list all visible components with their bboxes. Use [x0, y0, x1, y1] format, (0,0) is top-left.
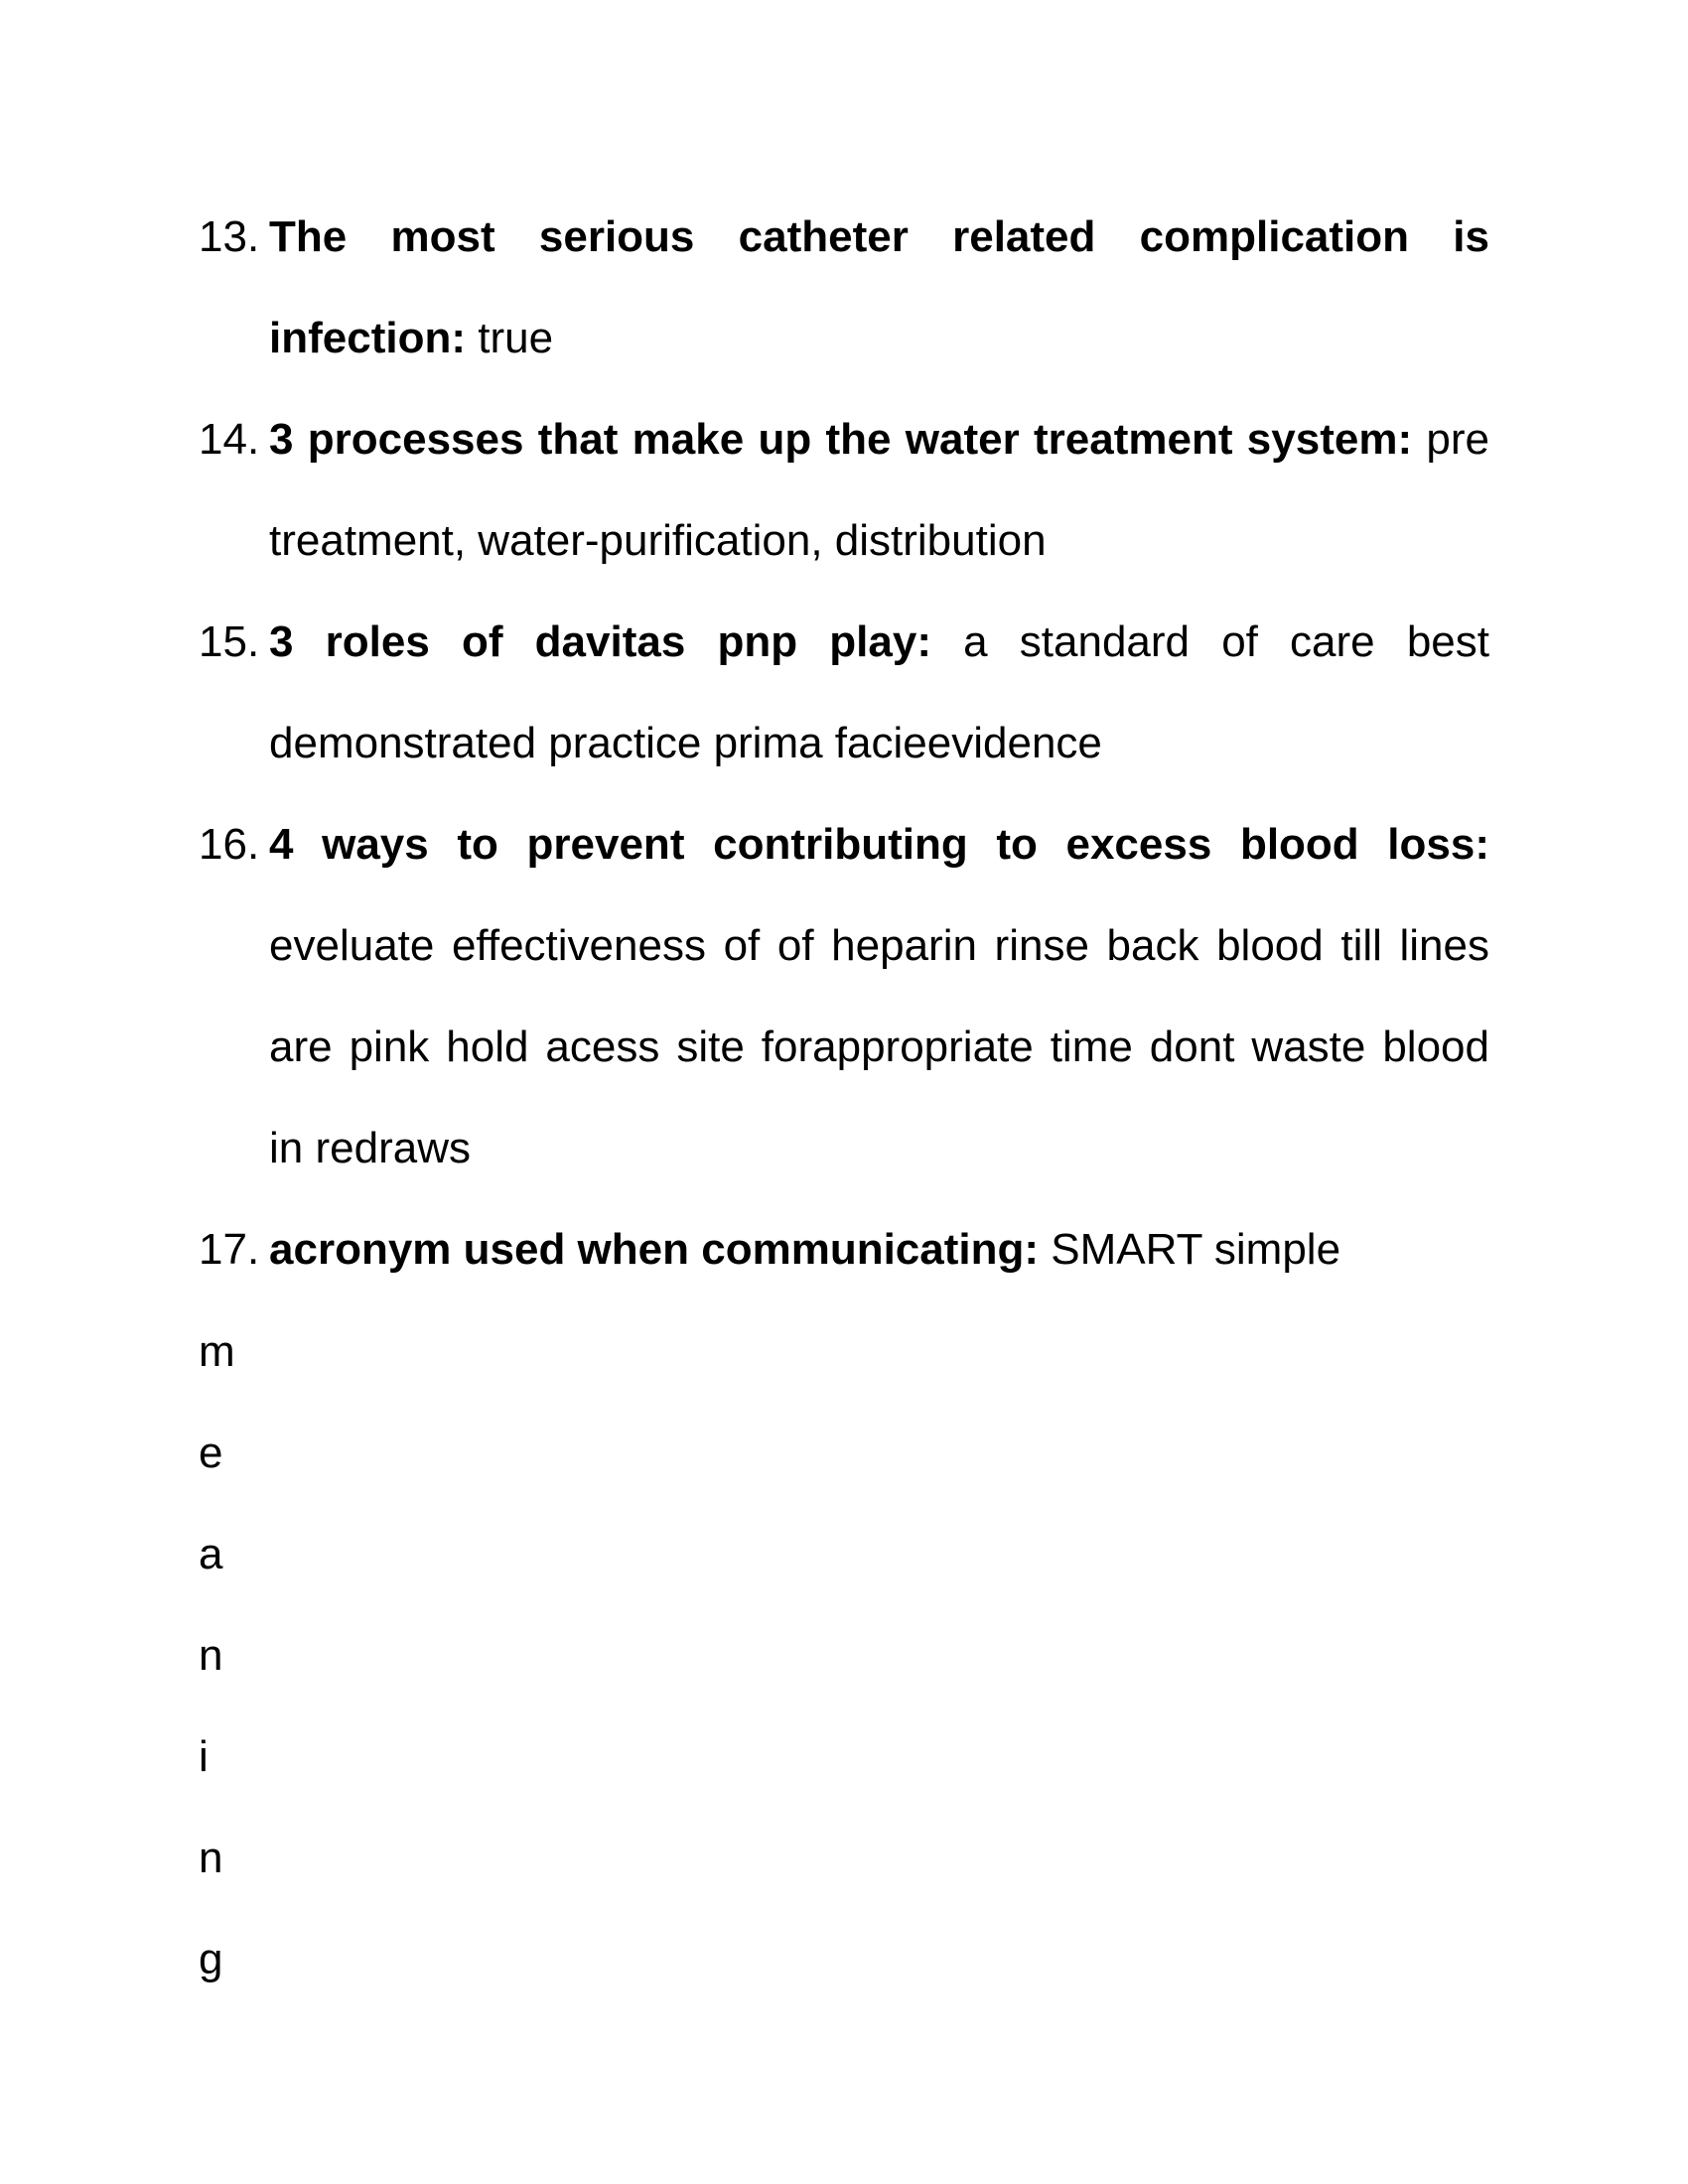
answer-text: eveluate effectiveness of of heparin rinse back blood till lines are pink hold acess site forappropriate time dont waste blood in redraws: [269, 921, 1489, 1172]
question-text: 3 processes that make up the water treatment system:: [269, 415, 1413, 464]
question-text: 4 ways to prevent contributing to excess blood loss:: [269, 820, 1489, 869]
item-number: 15.: [199, 617, 260, 666]
trailing-letter-column: [199, 1301, 235, 2010]
qa-item-14: [199, 389, 1489, 592]
qa-item-15: [199, 592, 1489, 794]
qa-item-17: [199, 1199, 1489, 1300]
answer-text: pre treatment, water-purification, distribution: [269, 415, 1490, 565]
item-number: 13.: [199, 212, 260, 261]
question-answer-list: [199, 187, 1489, 1300]
answer-text: SMART simple: [1051, 1225, 1341, 1274]
item-number: 17.: [199, 1225, 260, 1274]
trailing-letter: i: [199, 1732, 209, 1781]
trailing-letter: a: [199, 1530, 223, 1578]
answer-text: a standard of care best demonstrated practice prima facieevidence: [269, 617, 1489, 767]
trailing-letter: n: [199, 1631, 223, 1680]
qa-item-13: [199, 187, 1489, 389]
trailing-letter: n: [199, 1834, 223, 1882]
qa-item-16: [199, 794, 1489, 1199]
trailing-letter: g: [199, 1935, 223, 1983]
item-number: 16.: [199, 820, 260, 869]
trailing-letter: m: [199, 1327, 235, 1376]
trailing-letter: e: [199, 1429, 223, 1477]
question-text: 3 roles of davitas pnp play:: [269, 617, 931, 666]
question-text: acronym used when communicating:: [269, 1225, 1040, 1274]
item-number: 14.: [199, 415, 260, 464]
question-text: The most serious catheter related complication is infection:: [269, 212, 1489, 362]
answer-text: true: [478, 314, 554, 362]
